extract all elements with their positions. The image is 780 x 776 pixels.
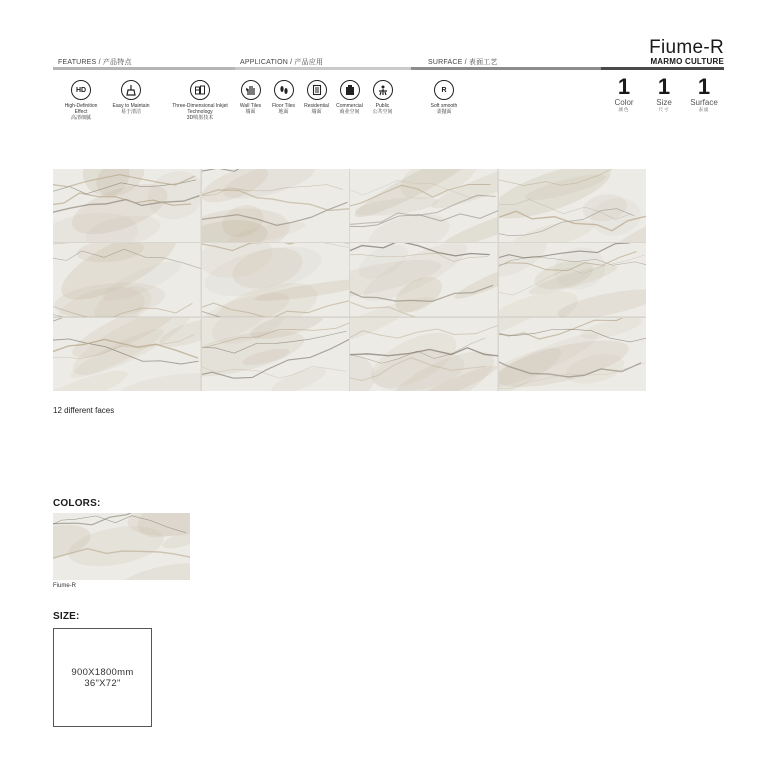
- marble-face-tile: [350, 243, 498, 316]
- commercial-icon: [340, 80, 360, 100]
- size-box: [53, 628, 152, 727]
- surface-soft-smooth: R Soft smooth 柔抛面: [426, 80, 462, 115]
- marble-face-tile: [53, 318, 201, 391]
- feature-hd: HD High-Definition Effect 高清细腻: [56, 80, 106, 121]
- marble-face-tile: [499, 169, 647, 242]
- marble-face-tile: [53, 243, 201, 316]
- public-icon: [373, 80, 393, 100]
- app-residential: Residential 墙面: [300, 80, 333, 115]
- features-icons: [56, 80, 230, 121]
- application-icons: [234, 80, 399, 115]
- size-heading: SIZE:: [53, 611, 80, 622]
- product-stats: [604, 76, 724, 113]
- marble-face-tile: [499, 318, 647, 391]
- marble-face-tile: [350, 318, 498, 391]
- maintenance-icon: [121, 80, 141, 100]
- app-public: Public 公共空间: [366, 80, 399, 115]
- inkjet-3d-icon: [190, 80, 210, 100]
- marble-face-tile: [202, 169, 350, 242]
- app-commercial: Commercial 商业空间: [333, 80, 366, 115]
- stat-surface: 1 Surface 表面: [690, 74, 718, 112]
- feature-3d: Three-Dimensional Inkjet Technology 3D喷墨技术: [170, 80, 230, 121]
- marble-face-tile: [499, 243, 647, 316]
- stat-color: 1 Color 颜色: [614, 74, 634, 112]
- residential-icon: [307, 80, 327, 100]
- app-wall-tiles: Wall Tiles 墙面: [234, 80, 267, 115]
- header-rule: [53, 67, 724, 70]
- marble-face-tile: [202, 243, 350, 316]
- size-imperial: 36"X72": [84, 677, 121, 689]
- floor-tiles-icon: [274, 80, 294, 100]
- marble-faces-grid: [53, 169, 646, 391]
- colors-heading: COLORS:: [53, 498, 101, 509]
- surface-icons: [426, 80, 462, 115]
- brand-subtitle: MARMO CULTURE: [650, 57, 724, 66]
- marble-face-tile: [53, 169, 201, 242]
- product-title: Fiume-R: [649, 37, 724, 58]
- swatch-name: Fiume-R: [53, 583, 77, 589]
- app-floor-tiles: Floor Tiles 地面: [267, 80, 300, 115]
- marble-face-tile: [350, 169, 498, 242]
- wall-tiles-icon: [241, 80, 261, 100]
- hd-icon: HD: [71, 80, 91, 100]
- marble-face-tile: [202, 318, 350, 391]
- stat-size: 1 Size 尺寸: [656, 74, 672, 112]
- faces-caption: 12 different faces: [53, 406, 115, 415]
- color-swatch-fiume-r: [53, 513, 190, 580]
- feature-maintain: Easy to Maintain 易于清洁: [106, 80, 156, 121]
- application-heading: APPLICATION / 产品应用: [240, 59, 324, 66]
- soft-smooth-icon: R: [434, 80, 454, 100]
- surface-heading: SURFACE / 表面工艺: [428, 59, 498, 66]
- features-heading: FEATURES / 产品特点: [58, 59, 132, 66]
- size-metric: 900X1800mm: [71, 666, 134, 678]
